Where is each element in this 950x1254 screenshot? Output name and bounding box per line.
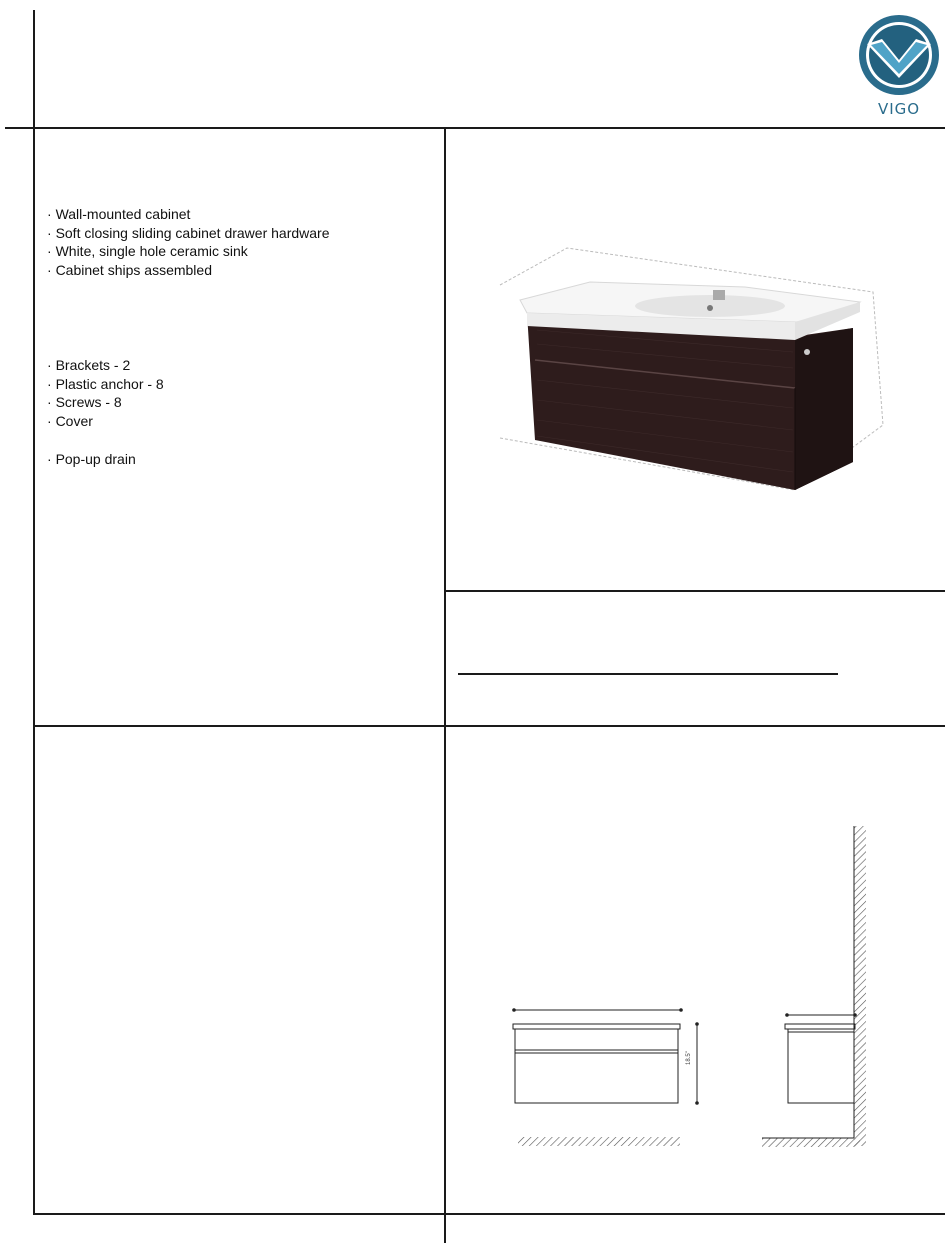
left-margin-line	[33, 10, 35, 1215]
vanity-product-image	[495, 240, 895, 500]
list-item: · Wall-mounted cabinet	[47, 206, 191, 222]
vigo-logo	[857, 12, 941, 118]
height-dimension-label: 18.5"	[686, 1051, 692, 1065]
image-section-divider	[444, 590, 945, 592]
header-divider	[5, 127, 945, 129]
bottom-divider	[33, 1213, 945, 1215]
column-divider	[444, 127, 446, 1243]
list-item: · White, single hole ceramic sink	[47, 243, 248, 260]
features-list	[47, 205, 330, 279]
technical-drawing	[480, 820, 880, 1160]
list-item: · Pop-up drain	[47, 451, 136, 467]
vigo-logo-mark	[857, 12, 941, 100]
list-item: · Soft closing sliding cabinet drawer hardware	[47, 224, 330, 241]
list-item: · Screws - 8	[47, 394, 122, 411]
middle-divider	[33, 725, 945, 727]
hardware-list	[47, 356, 164, 430]
list-item: · Cabinet ships assembled	[47, 261, 212, 278]
drain-list	[47, 450, 136, 469]
list-item: · Plastic anchor - 8	[47, 375, 164, 392]
logo-text: VIGO	[877, 100, 921, 118]
list-item: · Cover	[47, 412, 93, 429]
section-underline	[458, 673, 838, 675]
list-item: · Brackets - 2	[47, 357, 131, 373]
